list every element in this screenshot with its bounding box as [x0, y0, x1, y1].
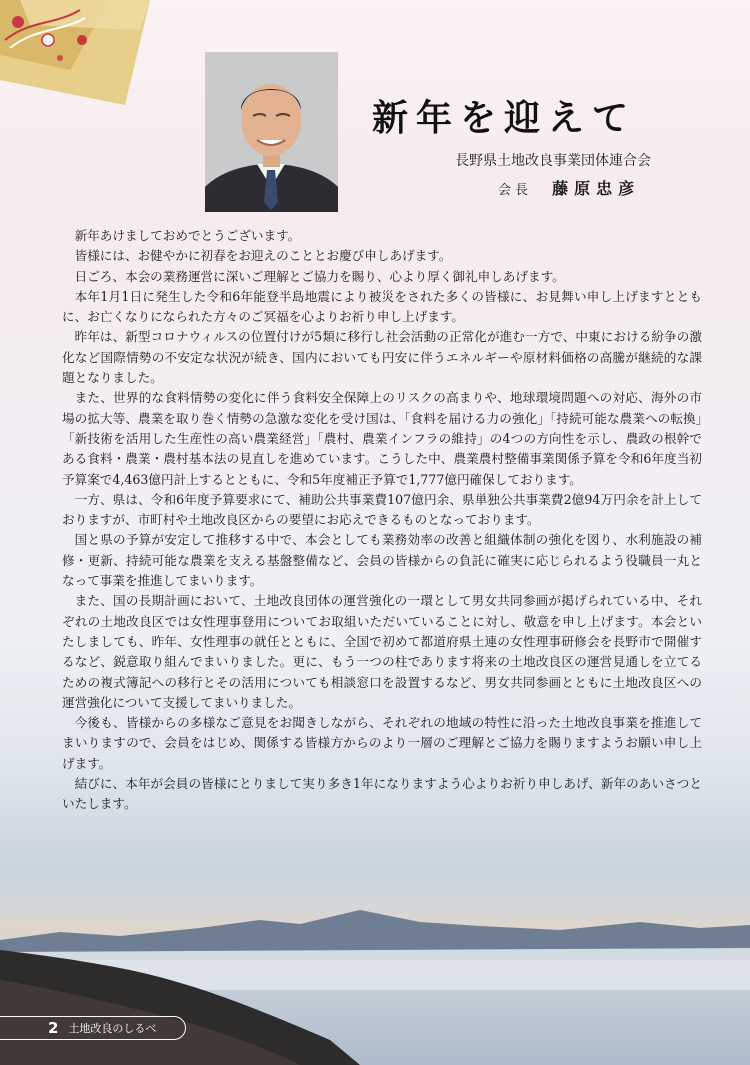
decorative-paper-ornament [0, 0, 160, 110]
paragraph: 結びに、本年が会員の皆様にとりまして実り多き1年になりますよう心よりお祈り申しあげ、新年のあいさつといたします。 [62, 776, 702, 812]
page-footer [0, 1016, 186, 1040]
author-line [498, 176, 640, 199]
paragraph: 一方、県は、令和6年度予算要求にて、補助公共事業費107億円余、県単独公共事業費2億94万円余を計上しておりますが、市町村や土地改良区からの要望にお応えできるものとなっております。 [62, 491, 702, 528]
page-number: 2 [48, 1019, 59, 1037]
paragraph: また、世界的な食料情勢の変化に伴う食料安全保障上のリスクの高まりや、地球環境問題への対応、海外の市場の拡大等、農業を取り巻く情勢の急激な変化を受け国は、「食料を届ける力の強化」「持続可能な農業への転換」「新技術を活用した生産性の高い農業経営」「農村、農業インフラの維持」の4つの方向性を示し、農政の根幹である食料・農業・農村基本法の見直しを進めています。こうした中、農業農村整備事業関係予算を令和6年度当初予算案で4,463億円計上するとともに、令和5年度補正予算で1,777億円確保しております。 [62, 390, 702, 487]
paragraph: また、国の長期計画において、土地改良団体の運営強化の一環として男女共同参画が掲げられている中、それぞれの土地改良区では女性理事登用についてお取組いただいていることに対し、敬意を申し上げます。本会といたしましても、昨年、女性理事の就任とともに、全国で初めて都道府県土連の女性理事研修会を長野市で開催するなど、鋭意取り組んでまいりました。更に、もう一つの柱であります将来の土地改良区の運営見通しを立てるための複式簿記への移行とその活用についても相談窓口を設置するなど、男女共同参画とともに土地改良区への運営強化について支援してまいりました。 [62, 593, 702, 710]
paragraph: 国と県の予算が安定して推移する中で、本会としても業務効率の改善と組織体制の強化を図り、水利施設の補修・更新、持続可能な農業を支える基盤整備など、会員の皆様からの負託に確実に応じられるよう役職員一丸となって事業を推進してまいります。 [62, 532, 702, 589]
author-role: 会長 [498, 183, 533, 198]
author-name: 藤原忠彦 [552, 179, 641, 198]
paragraph: 今後も、皆様からの多様なご意見をお聞きしながら、それぞれの地域の特性に沿った土地改良事業を推進してまいりますので、会員をはじめ、関係する皆様方からのより一層のご理解とご協力を賜りますようお願い申し上げます。 [62, 715, 702, 771]
message-body [62, 226, 702, 815]
page-title: 新年を迎えて [372, 97, 637, 139]
paragraph: 本年1月1日に発生した令和6年能登半島地震により被災をされた多くの皆様に、お見舞い申し上げますとともに、お亡くなりになられた方々のご冥福を心よりお祈り申し上げます。 [62, 288, 702, 325]
publication-name: 土地改良のしるべ [68, 1022, 157, 1035]
paragraph: 新年あけましておめでとうございます。 [74, 228, 301, 243]
paragraph: 皆様には、お健やかに初春をお迎えのこととお慶び申しあげます。 [74, 248, 452, 264]
paragraph: 昨年は、新型コロナウィルスの位置付けが5類に移行し社会活動の正常化が進む一方で、中東における紛争の激化など国際情勢の不安定な状況が続き、国内においても円安に伴うエネルギーや原材料価格の高騰が継続的な課題となりました。 [62, 329, 702, 386]
paragraph: 日ごろ、本会の業務運営に深いご理解とご協力を賜り、心より厚く御礼申しあげます。 [74, 268, 565, 284]
organization-name: 長野県土地改良事業団体連合会 [455, 153, 651, 169]
portrait-photo [205, 52, 338, 212]
